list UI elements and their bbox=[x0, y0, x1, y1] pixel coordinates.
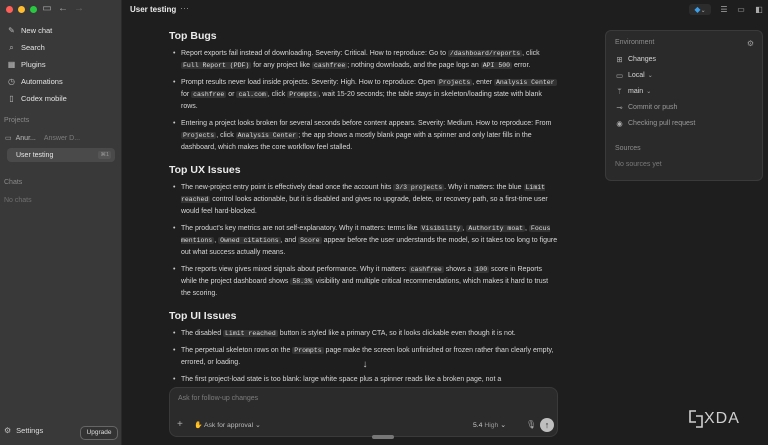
changes-row[interactable]: ⊞ Changes bbox=[616, 55, 657, 64]
sidebar-thread-user-testing[interactable]: User testing ⌘1 bbox=[7, 148, 115, 162]
text-run: for bbox=[181, 91, 192, 98]
commit-or-push-row[interactable]: ⊸ Commit or push bbox=[616, 103, 678, 112]
text-run: appear before the user understands the model, so it takes too long to figure out what success actually means. bbox=[181, 237, 558, 256]
inline-code: Score bbox=[300, 237, 320, 244]
list-item bbox=[169, 328, 559, 340]
text-run: , click bbox=[522, 50, 540, 57]
chevron-down-icon: ⌄ bbox=[500, 422, 506, 429]
inline-code: Analysis Center bbox=[237, 132, 297, 139]
thread-title: User testing bbox=[130, 5, 177, 14]
text-run: Report exports fail instead of downloading. Severity: Critical. How to reproduce: Go to bbox=[181, 50, 448, 57]
inline-code: cashfree bbox=[410, 266, 442, 273]
close-window-button[interactable] bbox=[6, 6, 13, 13]
text-run: for any project like bbox=[251, 62, 313, 69]
message-content bbox=[169, 26, 559, 386]
hand-icon: ✋ bbox=[194, 422, 203, 429]
gear-icon[interactable]: ⚙ bbox=[746, 39, 754, 48]
sidebar-project[interactable]: ▭ Anur... Answer D... bbox=[5, 134, 81, 142]
environment-heading: Environment bbox=[615, 39, 655, 46]
inline-code: cashfree bbox=[314, 62, 346, 69]
xda-watermark: XDA bbox=[688, 410, 740, 428]
search-icon: ⌕ bbox=[9, 43, 14, 52]
text-run: shows a bbox=[443, 266, 474, 273]
text-run: , click bbox=[267, 91, 288, 98]
folder-icon: ▭ bbox=[5, 135, 12, 142]
drag-handle[interactable] bbox=[372, 435, 394, 439]
xda-logo-icon bbox=[688, 410, 704, 428]
github-icon: ◉ bbox=[616, 119, 623, 128]
text-run: visibility and multiple critical recommendations, which makes it hard to trust the scoring. bbox=[181, 278, 549, 297]
text-run: ; the app shows a mostly blank page with a spinner and only later fills in the dashboard, which makes the core workflow feel stalled. bbox=[181, 132, 532, 151]
text-run: Prompt results never load inside projects. Severity: High. How to reproduce: Open bbox=[181, 79, 438, 86]
clock-icon: ◷ bbox=[8, 77, 15, 86]
list-item bbox=[169, 48, 559, 72]
inline-code: Prompts bbox=[289, 91, 317, 98]
text-run: , bbox=[214, 237, 219, 244]
branch-icon: ᛘ bbox=[617, 87, 622, 96]
inline-code: Full Report (PDF) bbox=[183, 62, 250, 69]
laptop-icon: ▭ bbox=[615, 71, 624, 80]
diff-icon: ⊞ bbox=[616, 55, 623, 64]
section-heading: Top UX Issues bbox=[169, 164, 241, 176]
chevron-down-icon: ⌄ bbox=[255, 422, 261, 429]
text-run: , and bbox=[280, 237, 299, 244]
phone-icon: ▯ bbox=[9, 94, 14, 103]
sidebar-item-new-chat[interactable]: ✎ New chat bbox=[8, 26, 53, 35]
chevron-down-icon: ⌄ bbox=[647, 73, 653, 79]
text-run: , bbox=[462, 225, 467, 232]
text-run: button is styled like a primary CTA, so it looks clickable even though it is not. bbox=[277, 330, 516, 337]
local-dropdown[interactable]: ▭ Local ⌄ bbox=[615, 71, 653, 80]
inline-code: cal.com bbox=[238, 91, 266, 98]
microphone-icon[interactable]: 🎙 bbox=[526, 420, 537, 429]
bullet-list bbox=[169, 182, 559, 300]
sidebar-item-search[interactable]: ⌕ Search bbox=[4, 40, 117, 55]
vscode-open-icon[interactable]: ◆⌄ bbox=[689, 4, 711, 15]
text-run: page make the screen look unfinished or frozen rather than clearly empty, errored, or loading. bbox=[181, 347, 554, 366]
inline-code: Visibility bbox=[421, 225, 461, 232]
text-run: , click bbox=[216, 132, 236, 139]
sidebar bbox=[0, 0, 122, 445]
text-run: The new-project entry point is effectively dead once the account hits bbox=[181, 184, 394, 191]
sidebar-item-plugins[interactable]: ▦ Plugins bbox=[7, 60, 46, 69]
inline-code: Projects bbox=[439, 79, 471, 86]
terminal-panel-icon[interactable]: ▭ bbox=[737, 5, 745, 14]
checklist-icon[interactable]: ☰ bbox=[720, 5, 728, 14]
sidebar-toggle-icon[interactable]: ▭ bbox=[42, 3, 52, 14]
settings-button[interactable]: ⚙ Settings bbox=[4, 426, 44, 435]
inline-code: cashfree bbox=[193, 91, 225, 98]
inline-code: Projects bbox=[183, 132, 215, 139]
list-item bbox=[169, 182, 559, 218]
text-run: The reports view gives mixed signals about performance. Why it matters: bbox=[181, 266, 409, 273]
text-run: . Why it matters: the blue bbox=[444, 184, 524, 191]
sidebar-item-codex-mobile[interactable]: ▯ Codex mobile bbox=[4, 91, 117, 106]
text-run: score in Reports while the project dashboard shows bbox=[181, 266, 543, 285]
inline-code: API 500 bbox=[482, 62, 511, 69]
inline-code: Analysis Center bbox=[496, 79, 555, 86]
approval-dropdown[interactable]: ✋ Ask for approval ⌄ bbox=[194, 422, 261, 429]
text-run: ; nothing downloads, and the page logs an bbox=[347, 62, 481, 69]
minimize-window-button[interactable] bbox=[18, 6, 25, 13]
forward-arrow-icon[interactable]: → bbox=[74, 3, 84, 14]
text-run: , enter bbox=[472, 79, 495, 86]
maximize-window-button[interactable] bbox=[30, 6, 37, 13]
shortcut-badge: ⌘1 bbox=[100, 152, 109, 158]
inline-code: /dashboard/reports bbox=[449, 50, 521, 57]
right-panel-toggle-icon[interactable]: ◧ bbox=[755, 5, 763, 14]
model-dropdown[interactable]: 5.4 High ⌄ bbox=[473, 422, 506, 429]
back-arrow-icon[interactable]: ← bbox=[58, 3, 68, 14]
bullet-list bbox=[169, 328, 559, 386]
section-heading: Top UI Issues bbox=[169, 310, 237, 322]
inline-code: Prompts bbox=[294, 347, 322, 354]
chevron-down-icon: ⌄ bbox=[646, 89, 652, 95]
inline-code: Authority moat bbox=[468, 225, 524, 232]
text-run: The product's key metrics are not self-explanatory. Why it matters: terms like bbox=[181, 225, 420, 232]
composer bbox=[169, 387, 558, 437]
inline-code: 58.3% bbox=[292, 278, 312, 285]
list-item bbox=[169, 77, 559, 113]
text-run: error. bbox=[512, 62, 531, 69]
section-heading: Top Bugs bbox=[169, 30, 217, 42]
text-run: The perpetual skeleton rows on the bbox=[181, 347, 293, 354]
text-run: The disabled bbox=[181, 330, 224, 337]
inline-code: Owned citations bbox=[220, 237, 279, 244]
upgrade-button[interactable]: Upgrade bbox=[80, 426, 118, 440]
inline-code: 100 bbox=[475, 266, 488, 273]
list-item bbox=[169, 223, 559, 259]
list-item bbox=[169, 118, 559, 154]
bullet-list bbox=[169, 48, 559, 154]
inline-code: Focus mentions bbox=[181, 225, 551, 244]
text-run: The first project-load state is too blank: large white space plus a spinner reads like a broken page, not a bbox=[181, 376, 502, 383]
follow-up-input[interactable]: Ask for follow-up changes bbox=[178, 395, 259, 402]
sources-heading: Sources bbox=[615, 145, 641, 152]
list-item bbox=[169, 264, 559, 300]
inline-code: 3/3 projects bbox=[395, 184, 443, 191]
no-chats-text: No chats bbox=[4, 197, 32, 204]
plus-icon[interactable]: + bbox=[177, 419, 183, 430]
list-item bbox=[169, 374, 559, 386]
text-run: control looks actionable, but it is disabled and gives no upgrade, delete, or recovery path, so a first-time user would feel hard-blocked. bbox=[181, 196, 548, 215]
text-run: , bbox=[525, 225, 529, 232]
text-run: , wait 15-20 seconds; the table stays in skeleton/loading state with blank rows. bbox=[181, 91, 542, 110]
send-button[interactable]: ↑ bbox=[540, 418, 554, 432]
commit-icon: ⊸ bbox=[616, 103, 623, 112]
inline-code: Limit reached bbox=[181, 184, 546, 203]
projects-section-label: Projects bbox=[4, 117, 30, 124]
chats-section-label: Chats bbox=[4, 179, 23, 186]
sidebar-item-automations[interactable]: ◷ Automations bbox=[8, 77, 63, 86]
edit-icon: ✎ bbox=[8, 26, 15, 35]
branch-dropdown[interactable]: ᛘ main ⌄ bbox=[615, 87, 651, 96]
environment-panel bbox=[605, 30, 763, 181]
pull-request-row[interactable]: ◉ Checking pull request bbox=[616, 119, 696, 128]
scroll-to-bottom-icon[interactable]: ↓ bbox=[362, 359, 368, 370]
no-sources-text: No sources yet bbox=[615, 161, 662, 168]
grid-icon: ▦ bbox=[7, 60, 16, 69]
text-run: Entering a project looks broken for several seconds before content appears. Severity: Medium. How to reproduce: From bbox=[181, 120, 552, 127]
more-options-icon[interactable]: ··· bbox=[180, 3, 189, 13]
inline-code: Limit reached bbox=[225, 330, 276, 337]
gear-icon: ⚙ bbox=[4, 426, 12, 435]
main-pane bbox=[122, 0, 768, 445]
text-run: or bbox=[226, 91, 237, 98]
